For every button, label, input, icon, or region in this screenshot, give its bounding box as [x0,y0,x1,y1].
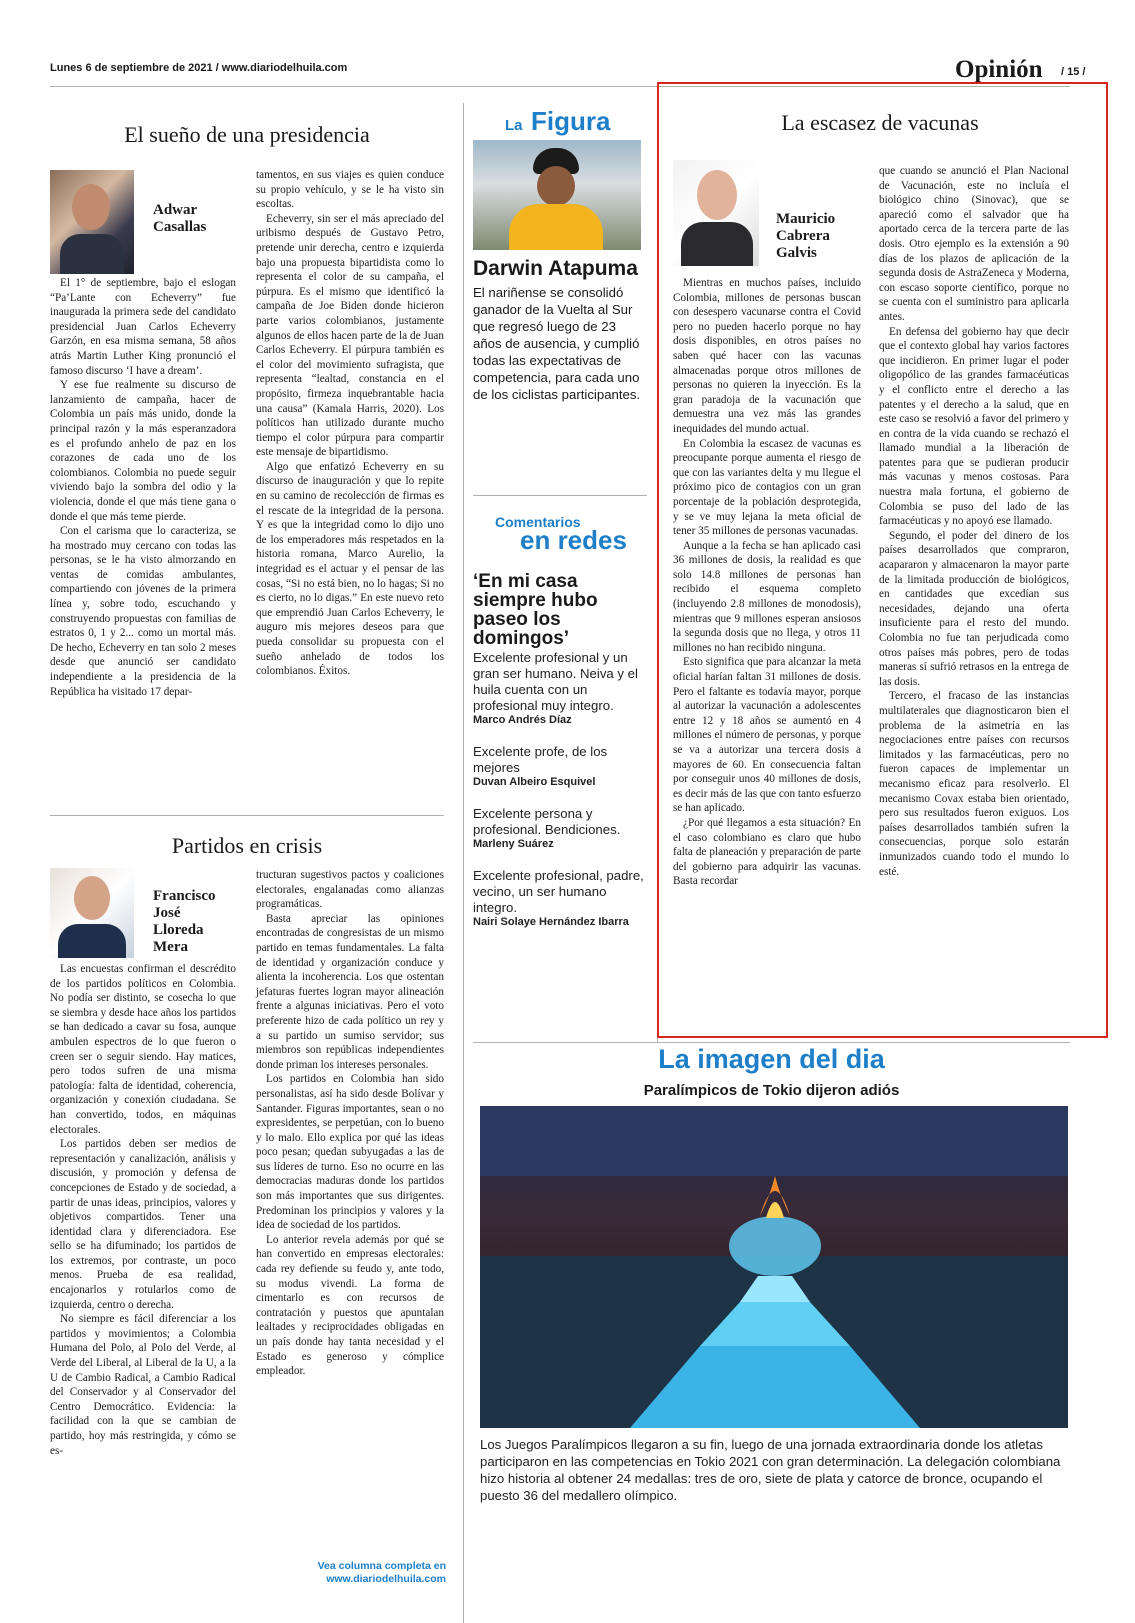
cyclist-photo [473,140,641,250]
comment-author: Duvan Albeiro Esquivel [473,776,596,788]
article-title: Partidos en crisis [171,833,323,858]
figura-kicker: La [505,117,523,134]
paragraph: Aunque a la fecha se han aplicado casi 36 millones de dosis, la realidad es que solo 14.8 millones de personas han recibido el esquema completo (incluyendo 2.8 millones de monodosis), mientras que 9 millones esperan ansiosos la segunda dosis que no llega, y otros 11 millones no han recibido ninguna. [673,539,861,654]
article-column-2 [256,868,444,1379]
article-title: La escasez de vacunas [781,110,979,135]
section-title: Opinión [955,56,1043,83]
redes-label: en redes [520,525,627,555]
section-rule [473,1042,1070,1043]
suit-shape [60,234,124,274]
paragraph: En defensa del gobierno hay que decir que el contexto global hay varios factores que incidieron. En primer lugar el poder oligopólico de las grandes farmacéuticas y el conflicto entre el derecho a las patentes y el derecho a la salud, que en este caso se resolvió a favor del primero y en contra de la vida cuando se rechazó el llamado mundial a la liberación de patentes para que se pudieran producir más vacunas y menos costosas. Para nuestra mala fortuna, el gobierno de Colombia se puso del lado de las farmacéuticas y no apoyó ese llamado. [879,325,1069,528]
face-shape [537,166,575,206]
author-photo [50,868,134,958]
paragraph: Segundo, el poder del dinero de los países desarrollados que compraron, acapararon y almacenaron la mayor parte de la limitada producción de biológicos, en cantidades que excedían sus necesidades, dejando una oferta insuficiente para el resto del mundo. Colombia no fue tan perjudicada como otros países más pobres, pero de todas maneras sí sufrió retrasos en la entrega de las dosis. [879,529,1069,688]
author-name: Adwar Casallas [153,202,207,235]
paragraph: Esto significa que para alcanzar la meta oficial harían faltan 31 millones de dosis. Pero el faltante es todavía mayor, porque al autorizar la vacunación a adolescentes entre 12 y 18 años se aumentó en 4 millones el número de personas, y porque se va a autorizar una tercera dosis a mayores de 60. En consecuencia faltan por conseguir unos 40 millones de dosis, es decir más de las que con tanto esfuerzo se han aplicado. [673,656,861,815]
comments-list [473,650,647,928]
paragraph: Basta apreciar las opiniones encontradas de congresistas de un mismo partido en temas fundamentales. La falta de identidad y organización conduce y alienta la incoherencia. Los que ostentan jefaturas fuertes logran mayor alineación frente a algunas iniciativas. Pero el voto preferente hizo de cada político un rey y a su partido un sumiso servidor; sus miembros son repúblicas independientes donde priman los intereses personales. [256,912,444,1071]
comment-author: Marco Andrés Díaz [473,714,572,726]
author-photo [673,160,759,266]
paragraph: ¿Por qué llegamos a esta situación? En el caso colombiano es claro que hubo falta de planeación y preparación de parte del gobierno para adquirir las vacunas. Basta recordar [673,816,861,888]
section-rule [473,495,647,496]
paragraph: Con el carisma que lo caracteriza, se ha mostrado muy cercano con todas las personas, se le ha visto almorzando en ventas de comidas ambulantes, compartiendo con jóvenes de la primera línea y, sobre todo, escuchando y construyendo propuestas con familias de estratos 0, 1 y 2... como un mortal más. De hecho, Echeverry en tan solo 2 meses desde que anunció ser candidato independiente a la presidencia de la República ha visitado 17 depar- [50,525,236,698]
article-column-1 [50,962,236,1458]
paragraph: que cuando se anunció el Plan Nacional de Vacunación, este no incluía el biológico chino (Sinovac), que se apareció como el salvador que ha aportado cerca de la tercera parte de las dosis. Otro ejemplo es la extensión a 90 días de los plazos de aplicación de la segunda dosis de AstraZeneca y Moderna, con escaso soporte científico, porque no se cuenta con el suministro para aplicarla antes. [879,165,1069,323]
paragraph: tructuran sugestivos pactos y coaliciones electorales, engalanadas como alianzas programáticas. [256,869,444,911]
comment-item [473,744,647,788]
author-photo [50,170,134,274]
face-shape [697,170,737,220]
article-column-1 [50,276,236,699]
column-divider-left [463,103,464,1623]
article-column-1 [673,276,861,889]
paragraph: El 1° de septiembre, bajo el eslogan “Pa’Lante con Echeverry” fue inaugurada la primera sede del candidato presidencial Juan Carlos Echeverry Garzón, en esa misma semana, 58 años atrás Martin Luther King pronunció el famoso discurso ‘I have a dream’. [50,277,236,377]
figura-header [505,106,610,137]
comment-text: Excelente persona y profesional. Bendiciones. [473,806,621,837]
sphere-shape [729,1216,821,1276]
author-name: Francisco José Lloreda Mera [153,888,216,955]
comment-author: Marleny Suárez [473,838,554,850]
paragraph: Echeverry, sin ser el más apreciado del uribismo después de Gustavo Petro, pretende unir derecha, centro e izquierda bajo una propuesta bipartidista como lo representa el color de su campaña, el púrpura. Es el mismo que identificó la campaña de Joe Biden donde hicieron parte varios colombianos, justamente algunos de ellos hacen parte de la de Juan Carlos Echeverry. El púrpura también es el color del movimiento sufragista, que representa “lealtad, constancia en el propósito, firmeza inquebrantable hacia una causa” (Kamala Harris, 2020). Los políticos han utilizado durante mucho tiempo el color púrpura para compartir este mensaje de bipartidismo. [256,212,444,459]
comment-text: Excelente profesional y un gran ser humano. Neiva y el huila cuenta con un profesional muy integro. [473,650,638,713]
comment-item [473,650,647,726]
paragraph: tamentos, en sus viajes es quien conduce su propio vehículo, y se le ha visto sin escoltas. [256,169,444,211]
page-number: / 15 / [1061,66,1086,78]
suit-shape [58,924,126,958]
flame-core-shape [766,1202,784,1218]
jersey-shape [509,204,603,250]
stands-shape [480,1106,1068,1176]
cauldron-illustration [480,1106,1068,1428]
section-rule [50,815,444,816]
paragraph: En Colombia la escasez de vacunas es preocupante porque aumenta el riesgo de que con las variantes delta y mu llegue el próximo pico de contagios con un gran porcentaje de la población desprotegida, y se ve muy lejana la meta oficial de tener 35 millones de personas vacunadas. [673,437,861,538]
imagen-subtitle: Paralímpicos de Tokio dijeron adiós [643,1082,900,1099]
article-column-2 [879,164,1069,879]
figura-name: Darwin Atapuma [473,257,638,280]
face-shape [72,184,110,230]
comment-text: Excelente profe, de los mejores [473,744,608,775]
article-title: El sueño de una presidencia [124,122,370,147]
paragraph: Las encuestas confirman el descrédito de los partidos políticos en Colombia. No podía ser distinto, se cosecha lo que se siembra y desde hace años los partidos se han dedicado a cavar su fosa, aunque ambulen espectros de lo que fueron o creen ser o seguir siendo. Hay matices, pero todos sufren de una misma patología: falta de identidad, coherencia, organización y conexión ciudadana. Se han convertido, todos, en máquinas electorales. [50,963,236,1136]
paragraph: Y ese fue realmente su discurso de lanzamiento de campaña, hacer de Colombia un país más unido, donde la principal razón y la más esperanzadora es el profundo anhelo de paz en los corazones de cada uno de los colombianos. Colombia no puede seguir viviendo bajo la sombra del odio y la violencia, donde el que más tiene gana o donde el que más teme pierde. [50,379,236,523]
date-line: Lunes 6 de septiembre de 2021 / www.diariodelhuila.com [50,62,348,74]
author-name: Mauricio Cabrera Galvis [776,211,836,261]
paragraph: Lo anterior revela además por qué se han convertido en empresas electorales: cada rey defiende su feudo y, ante todo, su modus vivendi. La forma de cimentarlo es con recursos de contratación y puestos que apuntalan lealtades y reciprocidades obligadas en un país donde hay tanta necesidad y el Estado es generoso y cómplice empleador. [256,1233,444,1378]
article-column-2 [256,168,444,679]
redes-headline: ‘En mi casa siempre hubo paseo los domingos’ [473,571,598,649]
figura-text: El nariñense se consolidó ganador de la Vuelta al Sur que regresó luego de 23 años de ausencia, y cumplió todas las expectativas de competencia, para cada uno de los ciclistas participantes. [473,285,641,402]
redes-kicker: Comentarios [495,514,581,530]
more-link[interactable]: Vea columna completa en www.diariodelhuila.com [317,1560,446,1585]
imagen-title: La imagen del dia [658,1044,885,1074]
cauldron-photo [480,1106,1068,1428]
suit-shape [681,222,753,266]
paragraph: Mientras en muchos países, incluido Colombia, millones de personas buscan con desespero vacunarse contra el Covid pero no pueden hacerlo porque no hay dosis disponibles, en otros países no saben qué hacer con las vacunas almacenadas porque otros millones de personas no quieren la inyección. Es la gran paradoja de la vacunación que demuestra una vez más las grandes inequidades del mundo actual. [673,277,861,435]
figura-label: Figura [530,106,611,136]
comment-item [473,806,647,850]
face-shape [74,876,110,920]
paragraph: Tercero, el fracaso de las instancias multilaterales que diagnosticaron bien el problema de la asimetría en las negociaciones entre países con recursos limitados y las farmacéuticas, pero no fueron capaces de implementar un mecanismo eficaz para resolverlo. El mecanismo Covax estaba bien orientado, pero sus resultados fueron exiguos. Los países desarrollados también sufren la consecuencias, porque solo estarán inmunizados cuando todo el mundo lo esté. [879,690,1069,878]
paragraph: Algo que enfatizó Echeverry en su discurso de inauguración y que lo repite en su camino de recolección de firmas es el rescate de la integridad de la persona. Y es que la integridad como lo dijo uno de los emperadores más respetados en la historia romana, Marco Aurelio, la integridad es el actuar y el pensar de las cosas, “Si no está bien, no lo hagas; Si no es cierto, no lo digas.” En este nuevo reto que emprendió Juan Carlos Echeverry, le auguro mis mejores deseos para que pueda consolidar su propuesta con el sueño anhelado de todos los colombianos. Éxitos. [256,460,444,678]
imagen-caption: Los Juegos Paralímpicos llegaron a su fin, luego de una jornada extraordinaria donde los atletas participaron en las competencias en Tokio 2021 con gran determinación. La delegación colombiana hizo historia al obtener 24 medallas: tres de oro, siete de plata y catorce de bronce, ocupando el puesto 36 del medallero olímpico. [480,1437,1061,1503]
paragraph: Los partidos en Colombia han sido personalistas, así ha sido desde Bolívar y Santander. Figuras importantes, sean o no expresidentes, se perpetúan, con lo bueno y lo malo. Ello explica por qué las ideas poco pesan; quedan subyugadas a las de sus líderes de turno. Eso no ocurre en las democracias maduras donde los partidos son más importantes que sus dirigentes. Predominan los principios y valores y la idea de sociedad de los partidos. [256,1073,444,1232]
paragraph: No siempre es fácil diferenciar a los partidos y movimientos; a Colombia Humana del Polo, al Polo del Verde, al Verde del Liberal, al Liberal de la U, a la U de Cambio Radical, a Cambio Radical del Conservador y al Conservador del Centro Democrático. Evidencia: la facilidad con la que se cambian de partido, hoy más restringida, y cómo se es- [50,1313,236,1457]
comment-author: Nairi Solaye Hernández Ibarra [473,916,629,928]
comment-item [473,868,647,928]
comment-text: Excelente profesional, padre, vecino, un ser humano integro. [473,868,644,915]
paragraph: Los partidos deben ser medios de representación y canalización, análisis y discusión, y promoción y defensa de concepciones de Estado y de sociedad, a partir de unas ideas, principios, valores y objetivos compartidos. Tener una identidad clara y diferenciadora. Ese sello se ha difuminado; los partidos de los extremos, por contraste, un poco menos. Prueba de esa realidad, encajonarlos y rotularlos como de izquierda, centro o derecha. [50,1138,236,1311]
